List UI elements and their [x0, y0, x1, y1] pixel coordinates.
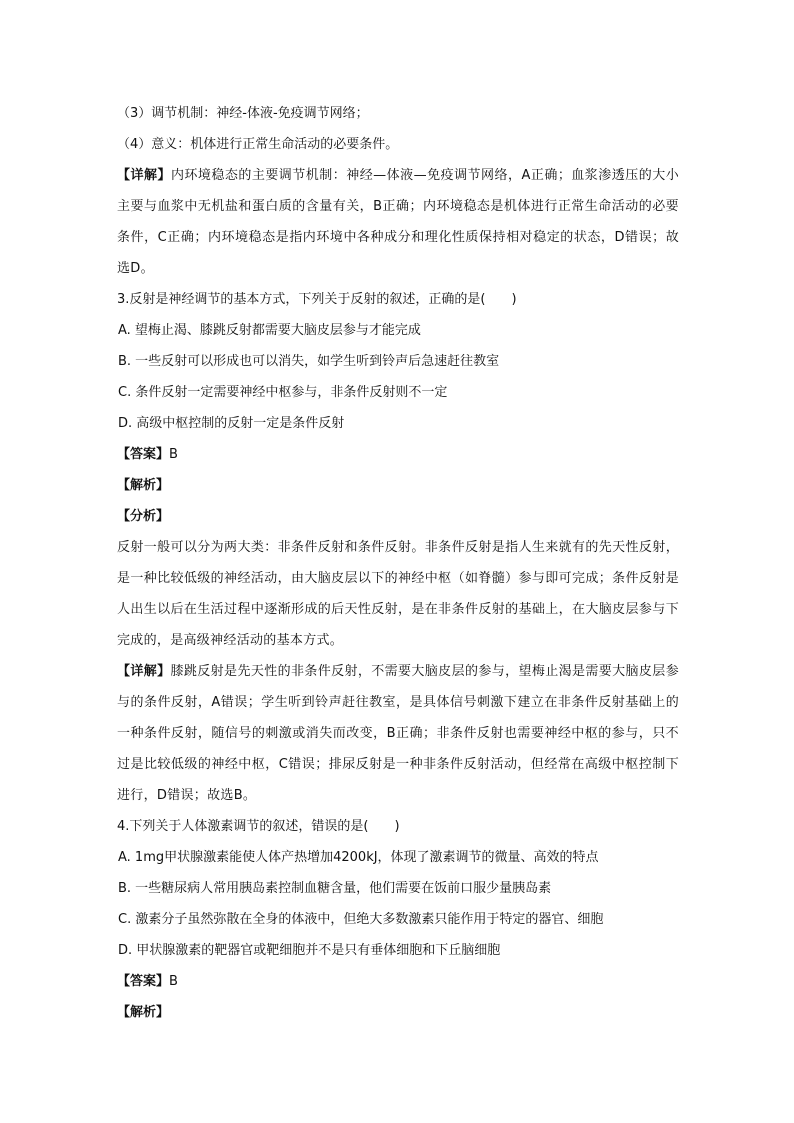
q2-detail-tag: 【详解】 — [117, 168, 171, 183]
q4-option-b: B. 一些糖尿病人常用胰岛素控制血糖含量，他们需要在饭前口服少量胰岛素 — [118, 881, 552, 896]
q4-stem: 4.下列关于人体激素调节的叙述，错误的是( ) — [117, 819, 400, 834]
q2-detail — [117, 160, 679, 284]
q4-answer — [117, 966, 679, 997]
document-page — [117, 98, 679, 1028]
q4-option-c: C. 激素分子虽然弥散在全身的体液中，但绝大多数激素只能作用于特定的器官、细胞 — [118, 912, 604, 927]
q3-fenxi-tag: 【分析】 — [117, 509, 170, 524]
q3-answer-tag: 【答案】 — [117, 447, 170, 462]
q3-fenxi-text: 反射一般可以分为两大类：非条件反射和条件反射。非条件反射是指人生来就有的先天性反射，是一种比较低级的神经活动，由大脑皮层以下的神经中枢（如脊髓）参与即可完成；条件反射是人出生以后在生活过程中逐渐形成的后天性反射，是在非条件反射的基础上，在大脑皮层参与下完成的，是高级神经活动的基本方式。 — [117, 540, 679, 648]
q3-option-b: B. 一些反射可以形成也可以消失，如学生听到铃声后急速赶往教室 — [118, 354, 500, 369]
q4-answer-value: B — [169, 974, 178, 989]
q4-analysis-tag: 【解析】 — [117, 1005, 170, 1020]
intro-line-3: （3）调节机制：神经-体液-免疫调节网络； — [117, 106, 369, 121]
q3-option-c: C. 条件反射一定需要神经中枢参与，非条件反射则不一定 — [118, 385, 448, 400]
q3-option-a: A. 望梅止渴、膝跳反射都需要大脑皮层参与才能完成 — [118, 323, 421, 338]
q3-answer-value: B — [169, 447, 178, 462]
q4-option-d: D. 甲状腺激素的靶器官或靶细胞并不是只有垂体细胞和下丘脑细胞 — [118, 943, 501, 958]
q4-option-a: A. 1mg甲状腺激素能使人体产热增加4200kJ，体现了激素调节的微量、高效的特点 — [118, 850, 599, 865]
q3-detail — [117, 656, 679, 811]
q4-answer-tag: 【答案】 — [117, 974, 170, 989]
q3-option-d: D. 高级中枢控制的反射一定是条件反射 — [118, 416, 345, 431]
q2-detail-text: 内环境稳态的主要调节机制：神经—体液—免疫调节网络，A正确；血浆渗透压的大小主要与血浆中无机盐和蛋白质的含量有关，B正确；内环境稳态是机体进行正常生命活动的必要条件，C正确；内环境稳态是指内环境中各种成分和理化性质保持相对稳定的状态，D错误；故选D。 — [117, 168, 679, 276]
intro-line-4: （4）意义：机体进行正常生命活动的必要条件。 — [117, 137, 399, 152]
q3-stem: 3.反射是神经调节的基本方式，下列关于反射的叙述，正确的是( ) — [117, 292, 517, 307]
q3-detail-tag: 【详解】 — [117, 664, 171, 679]
q3-analysis-tag: 【解析】 — [117, 478, 170, 493]
q3-answer — [117, 439, 679, 470]
q3-detail-text: 膝跳反射是先天性的非条件反射，不需要大脑皮层的参与，望梅止渴是需要大脑皮层参与的条件反射，A错误；学生听到铃声赶往教室，是具体信号刺激下建立在非条件反射基础上的一种条件反射，随信号的刺激或消失而改变，B正确；非条件反射也需要神经中枢的参与，只不过是比较低级的神经中枢，C错误；排尿反射是一种非条件反射活动，但经常在高级中枢控制下进行，D错误；故选B。 — [117, 664, 679, 803]
